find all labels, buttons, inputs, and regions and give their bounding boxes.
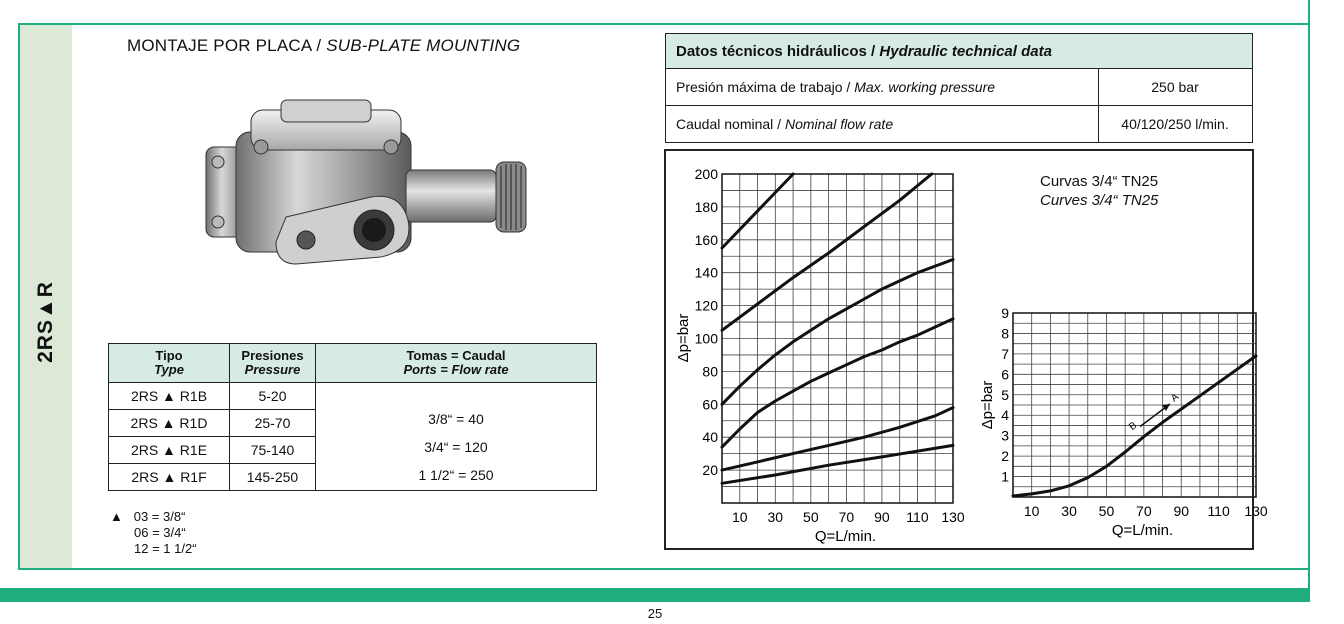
y-tick-label: 8	[1001, 325, 1009, 342]
x-tick-label: 90	[1173, 503, 1190, 519]
flow-line: 3/8“ = 40	[428, 411, 484, 427]
x-tick-label: 110	[906, 509, 929, 525]
x-axis-label: Q=L/min.	[814, 528, 877, 545]
legend-line: 03 = 3/8“	[133, 509, 186, 524]
x-tick-label: 90	[874, 509, 890, 525]
y-tick-label: 100	[694, 330, 718, 347]
pressure-header-en: Pressure	[244, 362, 301, 377]
curves-title-es: Curvas 3/4“ TN25	[1040, 173, 1159, 190]
type-cell: 2RS ▲ R1E	[109, 437, 230, 464]
x-tick-label: 70	[838, 509, 855, 525]
x-tick-label: 110	[1207, 503, 1230, 519]
y-tick-label: 9	[1001, 305, 1009, 321]
param-label-es: Presión máxima de trabajo /	[676, 79, 855, 95]
param-label-en: Nominal flow rate	[784, 116, 894, 132]
y-axis-label: Δp=bar	[675, 313, 692, 363]
type-header-es: Tipo	[155, 348, 183, 363]
pressure-cell: 75-140	[230, 437, 316, 464]
y-tick-label: 80	[702, 363, 718, 380]
param-value: 40/120/250 l/min.	[1099, 106, 1253, 143]
flow-line: 3/4“ = 120	[424, 439, 488, 455]
y-tick-label: 120	[694, 297, 718, 314]
curves-title	[1040, 172, 1158, 210]
y-tick-label: 180	[694, 198, 718, 215]
series-line	[722, 319, 953, 447]
hydraulic-title-es: Datos técnicos hidráulicos /	[676, 42, 880, 60]
mounting-title-en: SUB-PLATE MOUNTING	[326, 36, 521, 55]
y-tick-label: 3	[1001, 427, 1009, 444]
x-tick-label: 30	[767, 509, 784, 525]
pressure-header-es: Presiones	[241, 348, 304, 363]
type-header-en: Type	[154, 362, 184, 377]
y-tick-label: 4	[1001, 407, 1009, 424]
series-line	[722, 174, 932, 330]
curves-title-en: Curves 3/4“ TN25	[1040, 192, 1159, 209]
y-tick-label: 60	[702, 396, 718, 413]
ports-header-en: Ports = Flow rate	[403, 362, 509, 377]
y-tick-label: 160	[694, 231, 718, 248]
y-tick-label: 1	[1001, 468, 1009, 485]
series-line	[722, 445, 953, 483]
triangle-icon: ▲	[110, 509, 123, 524]
flow-line: 1 1/2“ = 250	[418, 467, 494, 483]
ports-header-es: Tomas = Caudal	[406, 348, 506, 363]
y-tick-label: 7	[1001, 345, 1009, 362]
legend-line: 12 = 1 1/2“	[134, 541, 197, 556]
pressure-cell: 145-250	[230, 464, 316, 491]
x-tick-label: 50	[1098, 503, 1115, 519]
page-number: 25	[647, 606, 663, 621]
series-line	[722, 408, 953, 471]
y-tick-label: 20	[702, 462, 718, 479]
param-value: 250 bar	[1099, 69, 1253, 106]
annotation-label: B	[1127, 420, 1140, 433]
type-cell: 2RS ▲ R1D	[109, 410, 230, 437]
legend-line: 06 = 3/4“	[134, 525, 186, 540]
type-cell: 2RS ▲ R1F	[109, 464, 230, 491]
hydraulic-title-en: Hydraulic technical data	[879, 42, 1052, 60]
footer-band	[0, 588, 1310, 602]
pressure-cell: 5-20	[230, 383, 316, 410]
pressure-cell: 25-70	[230, 410, 316, 437]
annotation-label: A	[1169, 391, 1182, 405]
y-tick-label: 5	[1001, 386, 1009, 403]
x-tick-label: 70	[1136, 503, 1152, 519]
type-cell: 2RS ▲ R1B	[109, 383, 230, 410]
x-tick-label: 10	[731, 509, 748, 525]
param-label-en: Max. working pressure	[854, 79, 996, 95]
x-tick-label: 10	[1023, 503, 1040, 519]
y-tick-label: 6	[1001, 366, 1009, 383]
x-tick-label: 130	[941, 509, 965, 525]
param-label-es: Caudal nominal /	[676, 116, 785, 132]
y-tick-label: 200	[694, 166, 718, 182]
x-tick-label: 30	[1061, 503, 1077, 519]
side-tab-label: 2RS▲R	[34, 281, 57, 363]
x-tick-label: 130	[1244, 503, 1268, 519]
y-tick-label: 140	[694, 264, 718, 281]
y-tick-label: 40	[702, 429, 718, 446]
mounting-title-es: MONTAJE POR PLACA /	[127, 36, 327, 55]
x-axis-label: Q=L/min.	[1111, 522, 1174, 539]
y-axis-label: Δp=bar	[979, 380, 996, 430]
y-tick-label: 2	[1001, 448, 1009, 465]
x-tick-label: 50	[803, 509, 819, 525]
series-line	[722, 260, 953, 405]
